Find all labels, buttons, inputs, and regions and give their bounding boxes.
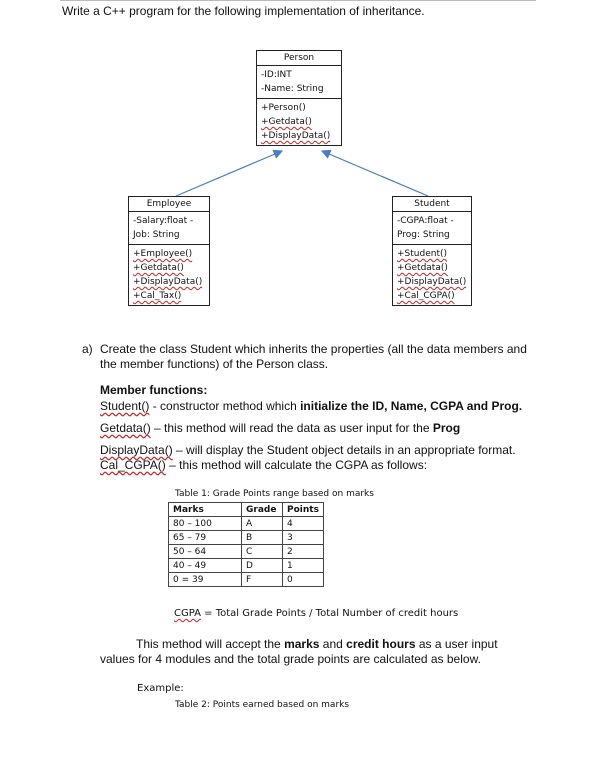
cell-points: 0 [283,573,324,587]
table1-caption: Table 1: Grade Points range based on marks [175,489,374,499]
getdata-text: – this method will read the data as user input for the [150,421,433,435]
person-attributes [257,66,341,98]
formula-lhs: CGPA [174,608,201,619]
formula-rhs: = Total Grade Points / Total Number of credit hours [200,608,459,619]
accept-pre: This method will accept the [136,637,285,651]
person-methods [257,98,341,145]
employee-method-getdata: +Getdata() [133,263,184,273]
cell-points: 3 [283,531,324,545]
task-a-text: Create the class Student which inherits the properties (all the data members and the member functions) of the Person class. [100,342,527,371]
student-attr-cgpa: -CGPA:float - [397,216,454,226]
employee-attr-job: Job: String [133,230,180,240]
employee-methods [129,244,209,305]
display-text: – will display the Student object details in an appropriate format. [172,443,516,457]
cell-grade: D [242,559,283,573]
table-row [169,531,324,545]
student-method-ctor: +Student() [397,249,447,259]
table-row [169,573,324,587]
ctor-text: - constructor method which [149,399,301,413]
table-row [169,517,324,531]
display-description [100,443,540,458]
task-a-label: a) [82,342,93,356]
table-row [169,559,324,573]
accept-mid: and [319,637,347,651]
cell-points: 4 [283,517,324,531]
cell-marks: 40 – 49 [169,559,242,573]
employee-method-ctor: +Employee() [133,249,193,259]
employee-method-caltax: +Cal_Tax() [133,291,182,301]
cell-marks: 0 = 39 [169,573,242,587]
person-attr-id: -ID:INT [261,70,292,80]
grade-points-table [168,502,324,587]
cell-points: 1 [283,559,324,573]
cell-marks: 65 – 79 [169,531,242,545]
student-to-person-arrow [322,151,428,196]
employee-attr-salary: -Salary:float - [133,216,194,226]
cell-grade: C [242,545,283,559]
cell-points: 2 [283,545,324,559]
getdata-name: Getdata() [100,421,151,435]
header-points: Points [283,503,324,517]
table-header-row [169,503,324,517]
cell-grade: F [242,573,283,587]
cell-grade: A [242,517,283,531]
person-method-getdata: +Getdata() [261,117,312,127]
person-method-ctor: +Person() [261,103,306,113]
employee-method-display: +DisplayData() [133,277,203,287]
calc-description [100,458,540,473]
student-attributes [393,212,471,244]
student-method-calcgpa: +Cal_CGPA() [397,291,455,301]
calc-name: Cal_CGPA() [100,458,166,472]
cgpa-formula [174,608,458,619]
accept-credit-hours: credit hours [346,637,416,651]
employee-to-person-arrow [176,151,282,196]
student-method-display: +DisplayData() [397,277,467,287]
accept-marks: marks [284,637,320,651]
example-label: Example: [137,683,184,694]
employee-attributes [129,212,209,244]
getdata-description [100,421,540,436]
cell-grade: B [242,531,283,545]
person-attr-name: -Name: String [261,84,324,94]
getdata-bold: Prog [432,421,461,435]
accept-paragraph [100,637,532,667]
table2-caption: Table 2: Points earned based on marks [175,700,350,710]
ctor-description [100,399,540,414]
table-row [169,545,324,559]
member-functions-heading: Member functions: [100,383,208,397]
student-methods [393,244,471,305]
employee-class-title: Employee [129,197,209,212]
cell-marks: 50 – 64 [169,545,242,559]
employee-class-box [128,196,210,306]
person-class-box [256,50,342,146]
display-name: DisplayData() [100,443,173,457]
student-method-getdata: +Getdata() [397,263,448,273]
ctor-bold: initialize the ID, Name, CGPA and Prog. [300,399,523,413]
student-class-box [392,196,472,306]
header-grade: Grade [242,503,283,517]
header-marks: Marks [169,503,242,517]
cell-marks: 80 – 100 [169,517,242,531]
person-method-display: +DisplayData() [261,131,331,141]
calc-text: – this method will calculate the CGPA as follows: [165,458,428,472]
accept-post: as a user input values for 4 modules and the total grade points are calculated as below. [100,637,498,666]
student-class-title: Student [393,197,471,212]
question-heading: Write a C++ program for the following implementation of inheritance. [62,4,425,18]
ctor-name: Student() [100,399,150,413]
person-class-title: Person [257,51,341,66]
student-attr-prog: Prog: String [397,230,450,240]
